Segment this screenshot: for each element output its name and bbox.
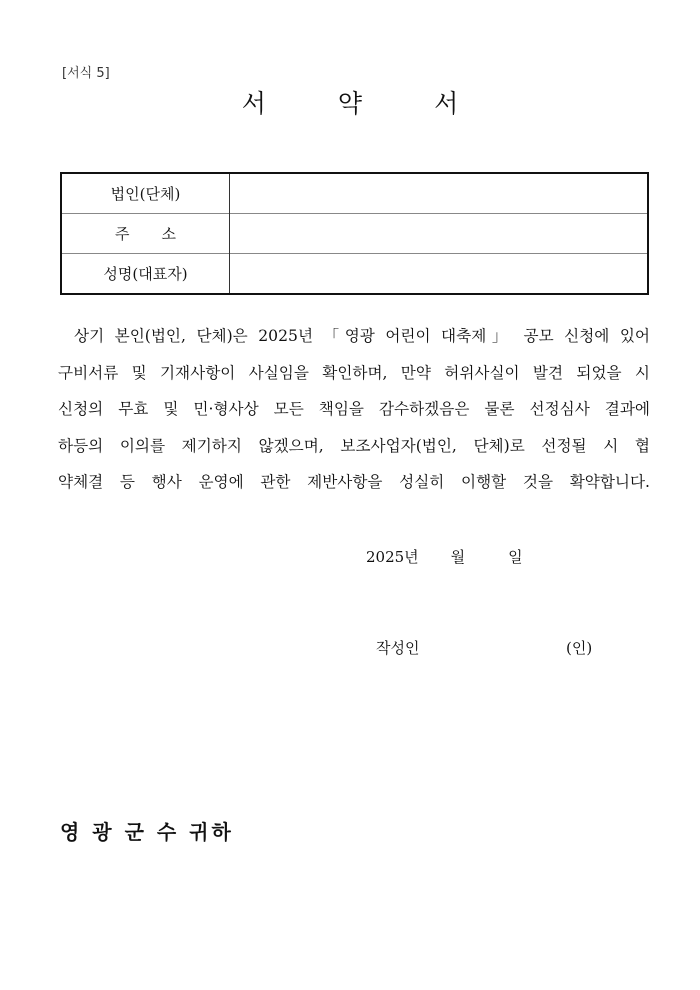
pledge-line: 구비서류 및 기재사항이 사실임을 확인하며, 만약 허위사실이 발견 되었을 시	[58, 363, 650, 382]
table-row	[61, 254, 648, 295]
representative-field[interactable]	[230, 254, 649, 295]
table-row	[61, 173, 648, 214]
signature-date	[366, 546, 523, 567]
address-label-char-2: 소	[161, 225, 176, 243]
signer-label: 작성인	[376, 639, 420, 657]
pledge-line: 상기 본인(법인, 단체)은 2025년 「영광 어린이 대축제」 공모 신청에 있어	[74, 327, 650, 345]
pledge-line: 신청의 무효 및 민·형사상 모든 책임을 감수하겠음은 물론 선정심사 결과에	[58, 400, 650, 418]
title-char-1: 서	[241, 89, 266, 118]
form-number: [서식 5]	[62, 66, 110, 81]
page-title	[0, 84, 700, 120]
pledge-text	[58, 318, 650, 501]
address-label	[61, 214, 230, 254]
pledge-line: 하등의 이의를 제기하지 않겠으며, 보조사업자(법인, 단체)로 선정될 시 협	[58, 436, 650, 455]
date-month: 월	[450, 548, 466, 566]
table-row	[61, 214, 648, 254]
seal-mark: (인)	[566, 639, 593, 657]
date-day: 일	[508, 548, 523, 566]
corporation-label: 법인(단체)	[61, 173, 230, 214]
representative-label: 성명(대표자)	[61, 254, 230, 295]
title-char-3: 서	[434, 89, 459, 118]
address-field[interactable]	[230, 214, 649, 254]
address-label-char-1: 주	[115, 225, 130, 243]
corporation-field[interactable]	[230, 173, 649, 214]
applicant-info-table	[60, 172, 649, 295]
date-year: 2025년	[366, 548, 419, 566]
title-char-2: 약	[337, 89, 363, 118]
pledge-line: 약체결 등 행사 운영에 관한 제반사항을 성실히 이행할 것을 확약합니다.	[58, 473, 650, 491]
addressee: 영 광 군 수 귀하	[60, 820, 234, 844]
